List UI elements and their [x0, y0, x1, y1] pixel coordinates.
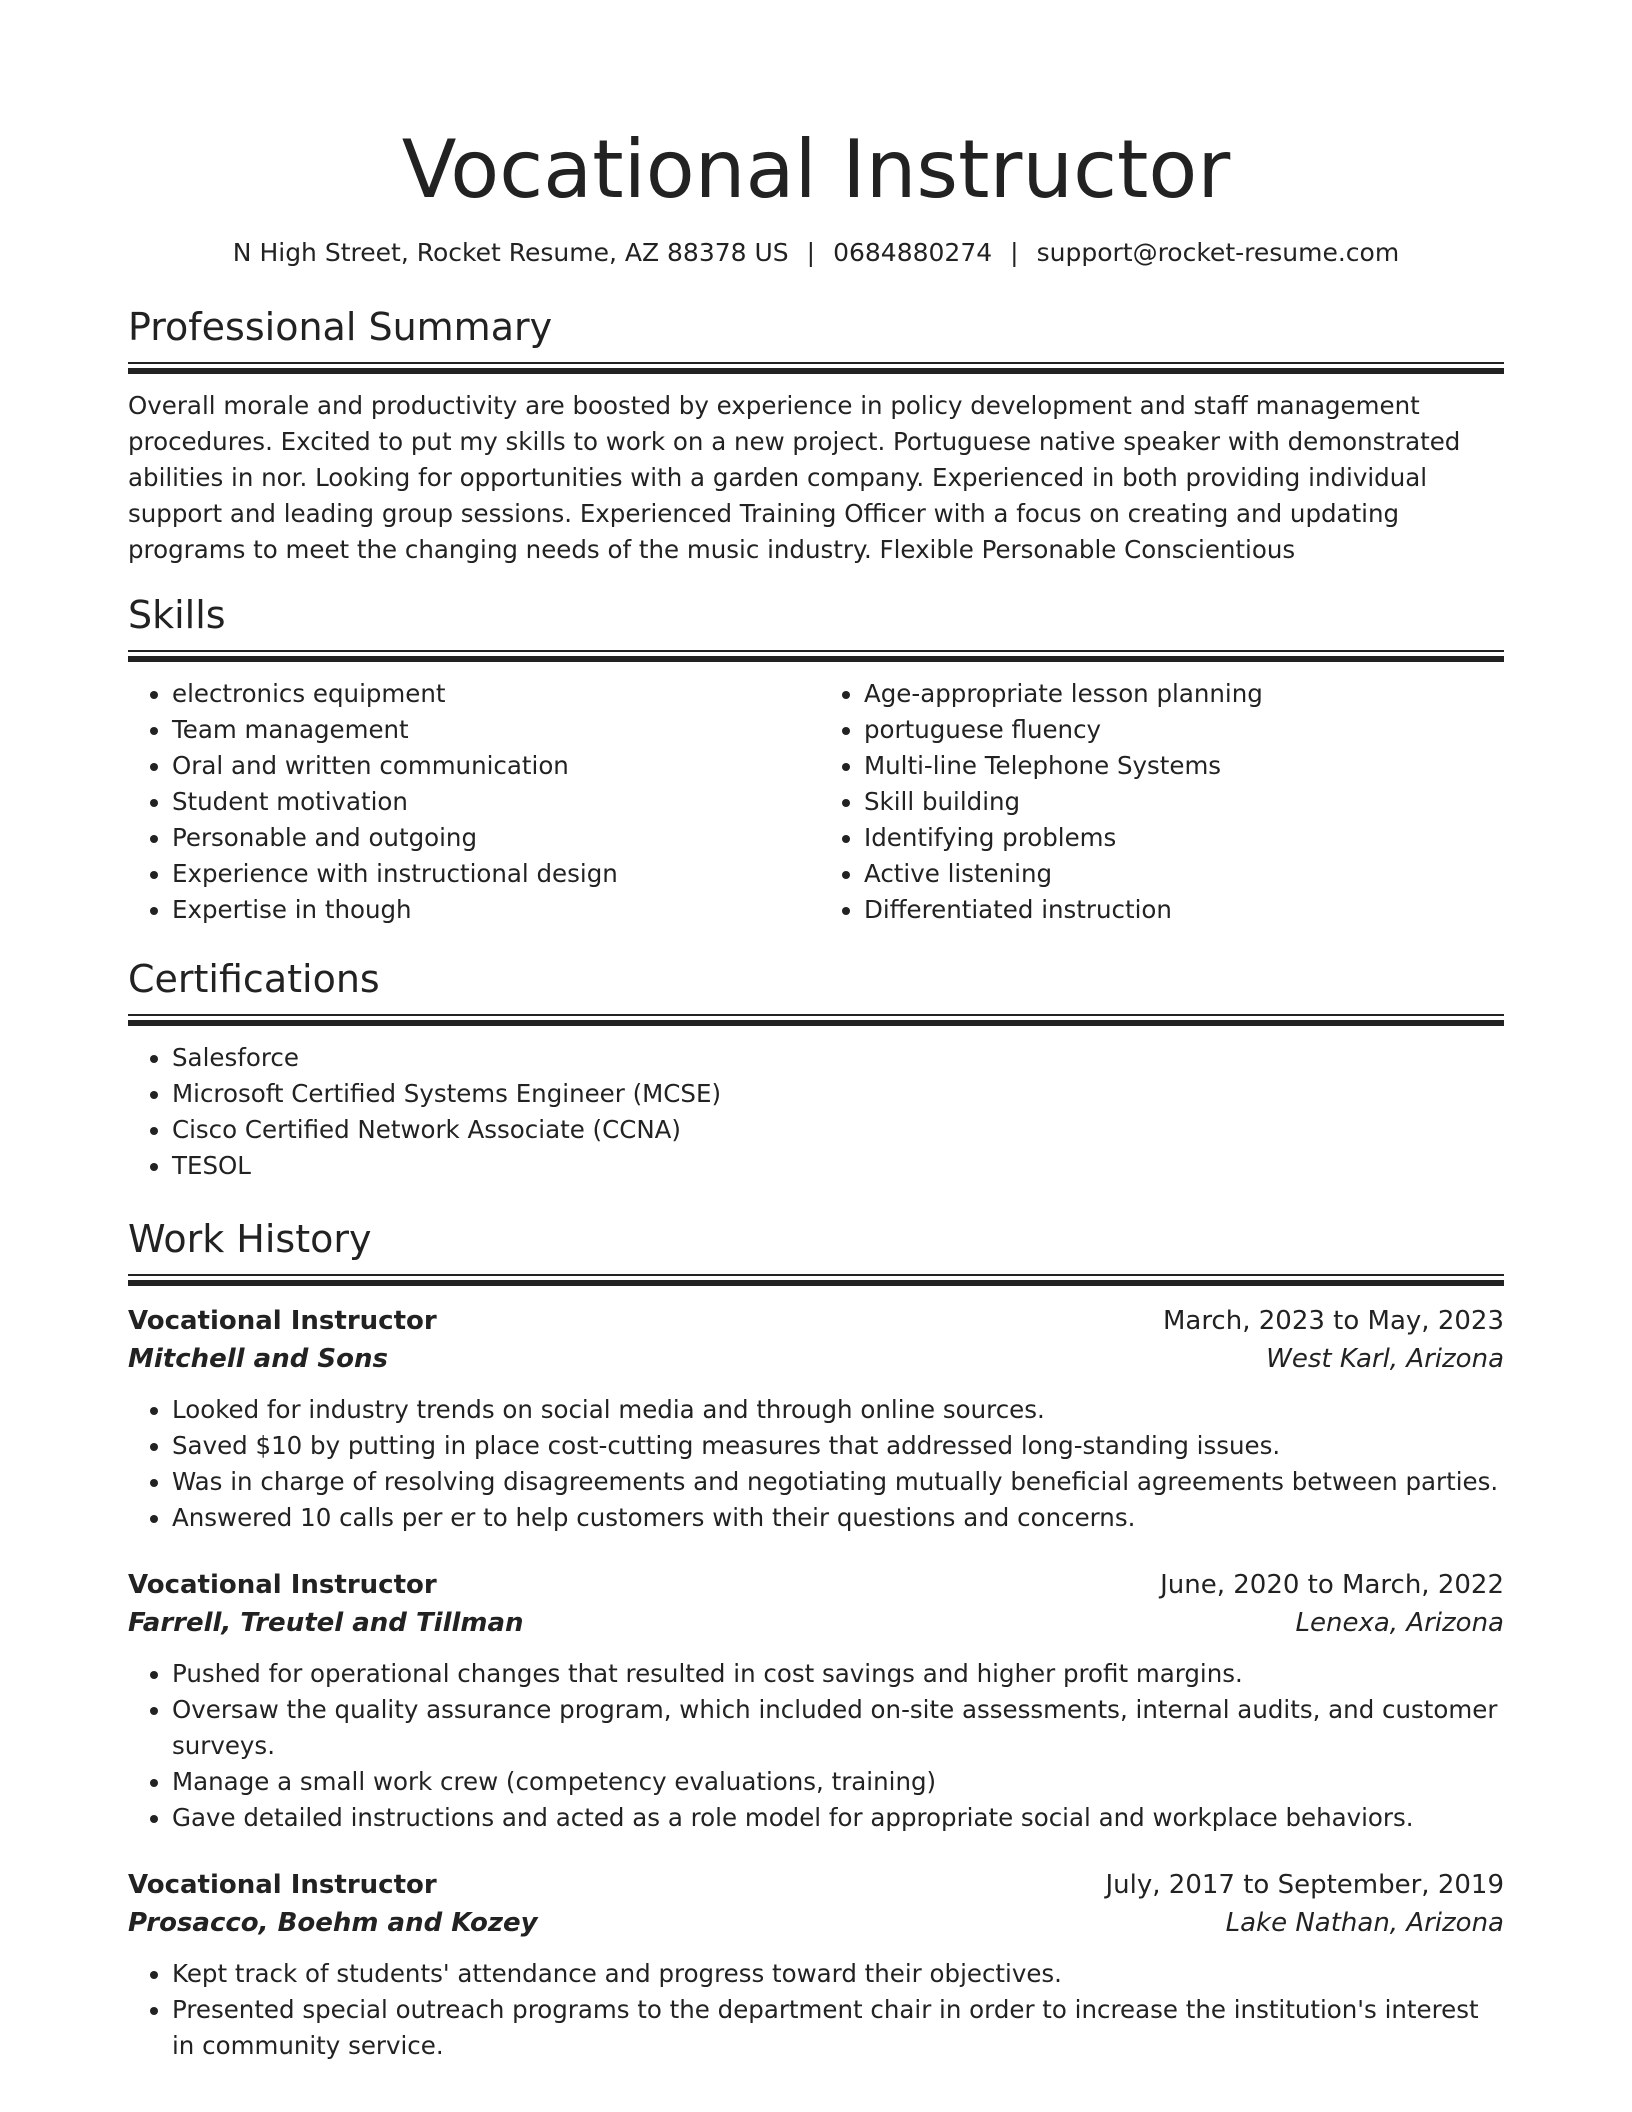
skill-item: • Skill building — [864, 784, 1504, 820]
job-header-row — [128, 1302, 1504, 1340]
skill-item: • portuguese fluency — [864, 712, 1504, 748]
skills-columns — [128, 676, 1504, 928]
job-location: Lenexa, Arizona — [1295, 1608, 1504, 1638]
certification-item: • Cisco Certified Network Associate (CCNA) — [172, 1112, 1504, 1148]
section-title-certifications: Certifications — [128, 957, 380, 1001]
skills-list-right — [816, 676, 1504, 928]
skill-item: • Expertise in though — [172, 892, 816, 928]
job-company-row — [128, 1340, 1504, 1378]
contact-separator: | — [1010, 238, 1019, 267]
job-bullet: • Looked for industry trends on social media and through online sources. — [172, 1392, 1504, 1428]
certifications-list — [128, 1040, 1504, 1184]
certification-item: • TESOL — [172, 1148, 1504, 1184]
contact-email[interactable]: support@rocket-resume.com — [1036, 238, 1400, 267]
resume-content — [128, 118, 1504, 2064]
contact-address: N High Street, Rocket Resume, AZ 88378 US — [232, 238, 789, 267]
job-title: Vocational Instructor — [128, 1570, 437, 1600]
job-bullet: • Gave detailed instructions and acted as a role model for appropriate social and workplace behaviors. — [172, 1800, 1504, 1836]
job-bullet: • Answered 10 calls per er to help customers with their questions and concerns. — [172, 1500, 1504, 1536]
job-title: Vocational Instructor — [128, 1870, 437, 1900]
contact-line — [128, 236, 1504, 270]
job-bullet: • Saved $10 by putting in place cost-cutting measures that addressed long-standing issues. — [172, 1428, 1504, 1464]
skill-item: • Personable and outgoing — [172, 820, 816, 856]
jobs-list — [128, 1302, 1504, 2064]
work-section — [128, 1214, 1504, 2064]
job-bullets — [128, 1656, 1504, 1836]
job-company: Mitchell and Sons — [128, 1344, 388, 1374]
job-location: West Karl, Arizona — [1266, 1344, 1504, 1374]
skill-item: • Multi-line Telephone Systems — [864, 748, 1504, 784]
job-company-row — [128, 1604, 1504, 1642]
section-title-summary: Professional Summary — [128, 305, 553, 349]
job-bullet: • Oversaw the quality assurance program, which included on-site assessments, internal audits, and customer surveys. — [172, 1692, 1504, 1764]
job-bullets — [128, 1956, 1504, 2064]
contact-phone[interactable]: 0684880274 — [833, 238, 993, 267]
job-entry — [128, 1866, 1504, 2064]
job-location: Lake Nathan, Arizona — [1225, 1908, 1504, 1938]
job-bullet: • Kept track of students' attendance and progress toward their objectives. — [172, 1956, 1504, 1992]
skill-item: • Active listening — [864, 856, 1504, 892]
job-company: Prosacco, Boehm and Kozey — [128, 1908, 538, 1938]
skill-item: • Experience with instructional design — [172, 856, 816, 892]
job-header-row — [128, 1866, 1504, 1904]
skills-list-left — [128, 676, 816, 928]
job-bullet: • Manage a small work crew (competency evaluations, training) — [172, 1764, 1504, 1800]
section-divider — [128, 362, 1504, 374]
section-divider — [128, 1014, 1504, 1026]
job-bullet: • Presented special outreach programs to the department chair in order to increase the institution's interest in community service. — [172, 1992, 1504, 2064]
skill-item: • Identifying problems — [864, 820, 1504, 856]
job-header-row — [128, 1566, 1504, 1604]
job-title: Vocational Instructor — [128, 1306, 437, 1336]
job-dates: July, 2017 to September, 2019 — [1105, 1870, 1504, 1900]
job-company-row — [128, 1904, 1504, 1942]
resume-name: Vocational Instructor — [401, 123, 1231, 216]
skill-item: • Oral and written communication — [172, 748, 816, 784]
section-title-work: Work History — [128, 1217, 372, 1261]
summary-section — [128, 302, 1504, 568]
certification-item: • Microsoft Certified Systems Engineer (MCSE) — [172, 1076, 1504, 1112]
skill-item: • Differentiated instruction — [864, 892, 1504, 928]
section-divider — [128, 650, 1504, 662]
job-entry — [128, 1302, 1504, 1536]
job-company: Farrell, Treutel and Tillman — [128, 1608, 524, 1638]
job-dates: June, 2020 to March, 2022 — [1160, 1570, 1504, 1600]
job-bullet: • Was in charge of resolving disagreements and negotiating mutually beneficial agreements between parties. — [172, 1464, 1504, 1500]
contact-separator: | — [806, 238, 816, 267]
job-bullets — [128, 1392, 1504, 1536]
section-title-skills: Skills — [128, 593, 226, 637]
skill-item: • Student motivation — [172, 784, 816, 820]
skill-item: • Team management — [172, 712, 816, 748]
skill-item: • electronics equipment — [172, 676, 816, 712]
section-divider — [128, 1274, 1504, 1286]
skill-item: • Age-appropriate lesson planning — [864, 676, 1504, 712]
job-dates: March, 2023 to May, 2023 — [1162, 1306, 1504, 1336]
skills-section — [128, 590, 1504, 928]
certifications-section — [128, 954, 1504, 1184]
certification-item: • Salesforce — [172, 1040, 1504, 1076]
job-bullet: • Pushed for operational changes that resulted in cost savings and higher profit margins. — [172, 1656, 1504, 1692]
job-entry — [128, 1566, 1504, 1836]
summary-text: Overall morale and productivity are boosted by experience in policy development and staff management procedures. Excited to put my skills to work on a new project. Portuguese native speaker with demonstrated abilities in nor. Looking for opportunities with a garden company. Experienced in both providing individual support and leading group sessions. Experienced Training Officer with a focus on creating and updating programs to meet the changing needs of the music industry. Flexible Personable Conscientious — [128, 391, 1461, 564]
